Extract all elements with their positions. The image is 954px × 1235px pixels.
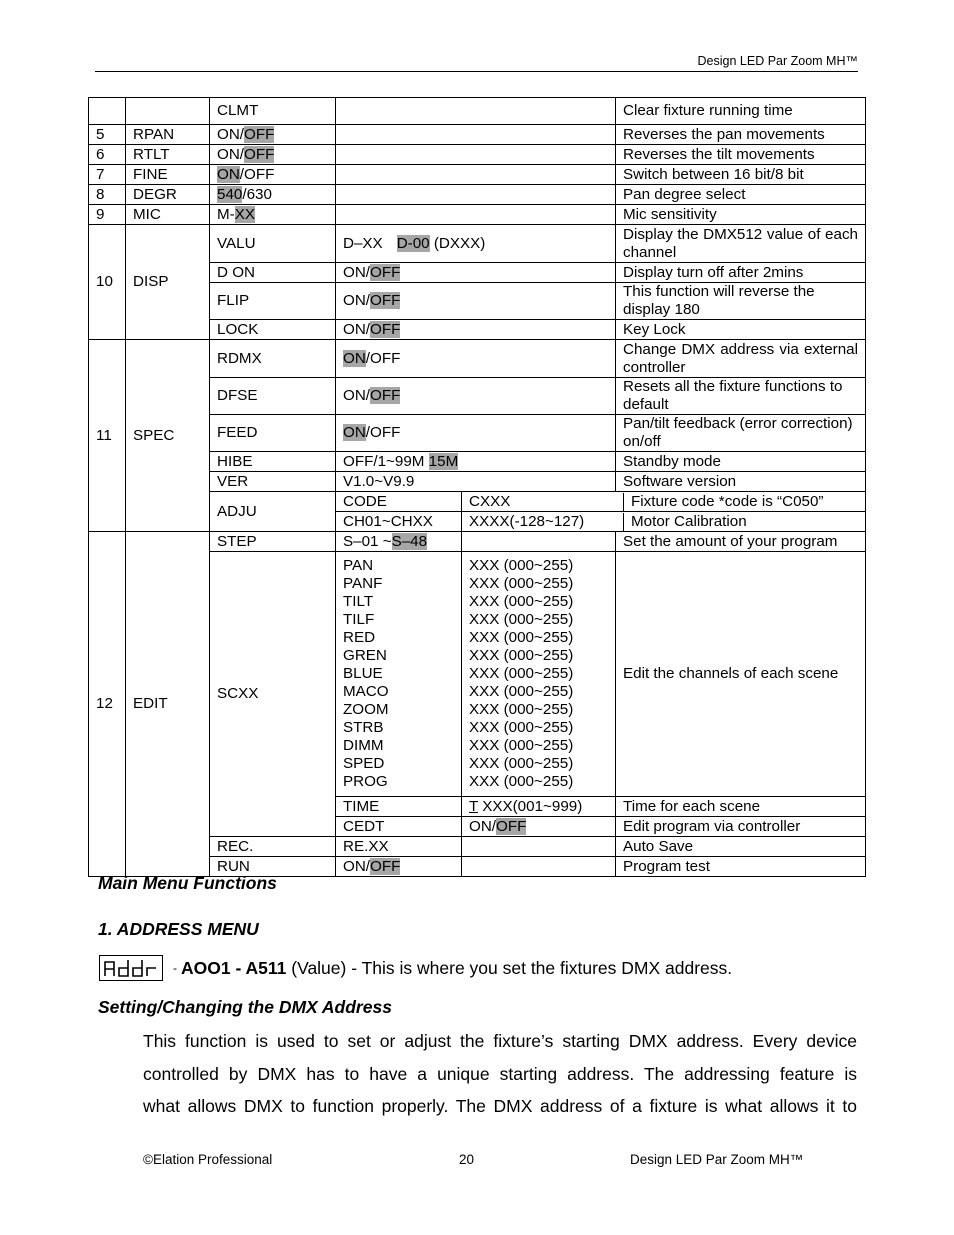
scene-value-item: XXX (000~255)	[469, 683, 574, 700]
default-highlight: OFF	[370, 387, 401, 404]
scene-value-item: XXX (000~255)	[469, 647, 574, 664]
table-row: ADJU CODE CXXX Fixture code *code is “C050”	[89, 492, 866, 512]
scene-value-item: XXX (000~255)	[469, 575, 574, 592]
default-highlight: OFF	[370, 263, 401, 281]
default-highlight: XX	[234, 205, 255, 223]
scene-channel-item: MACO	[343, 683, 389, 700]
default-highlight: OFF	[244, 125, 275, 143]
table-row: D ON ON/OFF Display turn off after 2mins	[89, 263, 866, 283]
scene-channel-item: PANF	[343, 575, 383, 592]
default-highlight: 540	[217, 185, 243, 203]
header-rule	[95, 71, 858, 72]
table-row: FLIP ON/OFF This function will reverse the display 180	[89, 283, 866, 320]
scene-channel-item: PROG	[343, 773, 388, 790]
scene-channel-item: PAN	[343, 557, 374, 574]
scene-value-item: XXX (000~255)	[469, 629, 574, 646]
section-heading-dmx-address: Setting/Changing the DMX Address	[98, 997, 392, 1017]
section-heading-main-menu: Main Menu Functions	[98, 873, 277, 893]
scene-value-item: XXX (000~255)	[469, 611, 574, 628]
desc-cell: Clear fixture running time	[616, 98, 866, 125]
scene-channel-item: STRB	[343, 719, 384, 736]
default-highlight: OFF	[244, 145, 275, 163]
default-highlight: OFF	[496, 817, 527, 835]
table-row: 11 SPEC RDMX ON/OFF Change DMX address via external controller	[89, 340, 866, 378]
scene-channel-item: ZOOM	[343, 701, 389, 718]
table-row: HIBE OFF/1~99M 15M Standby mode	[89, 452, 866, 472]
scene-channel-item: BLUE	[343, 665, 383, 682]
scene-value-list	[462, 552, 616, 797]
menu-table	[88, 97, 866, 877]
table-row: SCXX PAN PANF TILT TILF RED GREN BLUE MACO ZOOM STRB DIMM SPED PROG XXX (000~255) XXX (000~255) XXX (000~255) XXX (000~255) XXX (000~255) XXX (000~255) XXX (000~255) XXX (000~255) XXX (000~255) XXX (000~255) XXX (000~255) XXX (000~255) XXX (000~255) Edit the channels of each scene	[89, 552, 866, 797]
scene-channel-item: TILF	[343, 611, 375, 628]
table-row: 9 MIC M-XX Mic sensitivity	[89, 205, 866, 225]
table-row: FEED ON/OFF Pan/tilt feedback (error correction) on/off	[89, 415, 866, 452]
table-row: VER V1.0~V9.9 Software version	[89, 472, 866, 492]
table-row: 5 RPAN ON/OFF Reverses the pan movements	[89, 125, 866, 145]
table-row: 6 RTLT ON/OFF Reverses the tilt movements	[89, 145, 866, 165]
table-row: 10 DISP VALU D–XX D-00 (DXXX) Display the DMX512 value of each channel	[89, 225, 866, 263]
address-line: - AOO1 - A511 (Value) - This is where you set the fixtures DMX address.	[99, 955, 732, 981]
table-row: RUN ON/OFF Program test	[89, 857, 866, 877]
scene-value-item: XXX (000~255)	[469, 665, 574, 682]
scene-channel-item: RED	[343, 629, 376, 646]
table-row: 7 FINE ON/OFF Switch between 16 bit/8 bit	[89, 165, 866, 185]
scene-value-item: XXX (000~255)	[469, 737, 574, 754]
table-row: 8 DEGR 540/630 Pan degree select	[89, 185, 866, 205]
func-cell: CLMT	[210, 98, 336, 125]
default-highlight: S–48	[391, 532, 428, 550]
table-row: CH01~CHXX XXXX(-128~127) Motor Calibration	[89, 512, 866, 532]
default-highlight: OFF	[370, 857, 401, 875]
default-highlight: ON	[217, 165, 240, 183]
footer-left: ©Elation Professional	[143, 1152, 273, 1167]
section-heading-address-menu: 1. ADDRESS MENU	[98, 919, 259, 939]
table-row	[89, 98, 866, 125]
footer-right: Design LED Par Zoom MH™	[630, 1152, 804, 1167]
header-product: Design LED Par Zoom MH™	[697, 54, 858, 68]
scene-value-item: XXX (000~255)	[469, 593, 574, 610]
default-highlight: ON	[343, 349, 366, 367]
scene-channel-item: SPED	[343, 755, 385, 772]
scene-value-item: XXX (000~255)	[469, 773, 574, 790]
lcd-addr-icon	[99, 955, 163, 981]
scene-channel-item: TILT	[343, 593, 374, 610]
table-row: REC. RE.XX Auto Save	[89, 837, 866, 857]
page-number: 20	[459, 1152, 475, 1167]
scene-value-item: XXX (000~255)	[469, 719, 574, 736]
default-highlight: D-00	[396, 234, 430, 252]
body-paragraph: This function is used to set or adjust the fixture’s starting DMX address. Every device controlled by DMX has to have a unique starting address. The addressing feature is what allows DMX to function properly. The DMX address of a fixture is what allows it to	[143, 1031, 857, 1116]
table-row: TIME T XXX(001~999) Time for each scene	[89, 797, 866, 817]
table-row: 12 EDIT STEP S–01 ~S–48 Set the amount of your program	[89, 532, 866, 552]
default-highlight: 15M	[428, 452, 459, 470]
scene-channel-list	[336, 552, 462, 797]
address-range: AOO1 - A511	[181, 957, 287, 978]
default-highlight: ON	[343, 424, 366, 441]
table-row: DFSE ON/OFF Resets all the fixture functions to default	[89, 378, 866, 415]
default-highlight: OFF	[370, 292, 401, 309]
scene-value-item: XXX (000~255)	[469, 755, 574, 772]
scene-channel-item: DIMM	[343, 737, 384, 754]
scene-channel-item: GREN	[343, 647, 387, 664]
scene-value-item: XXX (000~255)	[469, 701, 574, 718]
table-row: CEDT ON/OFF Edit program via controller	[89, 817, 866, 837]
scene-value-item: XXX (000~255)	[469, 557, 574, 574]
default-highlight: OFF	[370, 320, 401, 338]
table-row: LOCK ON/OFF Key Lock	[89, 320, 866, 340]
